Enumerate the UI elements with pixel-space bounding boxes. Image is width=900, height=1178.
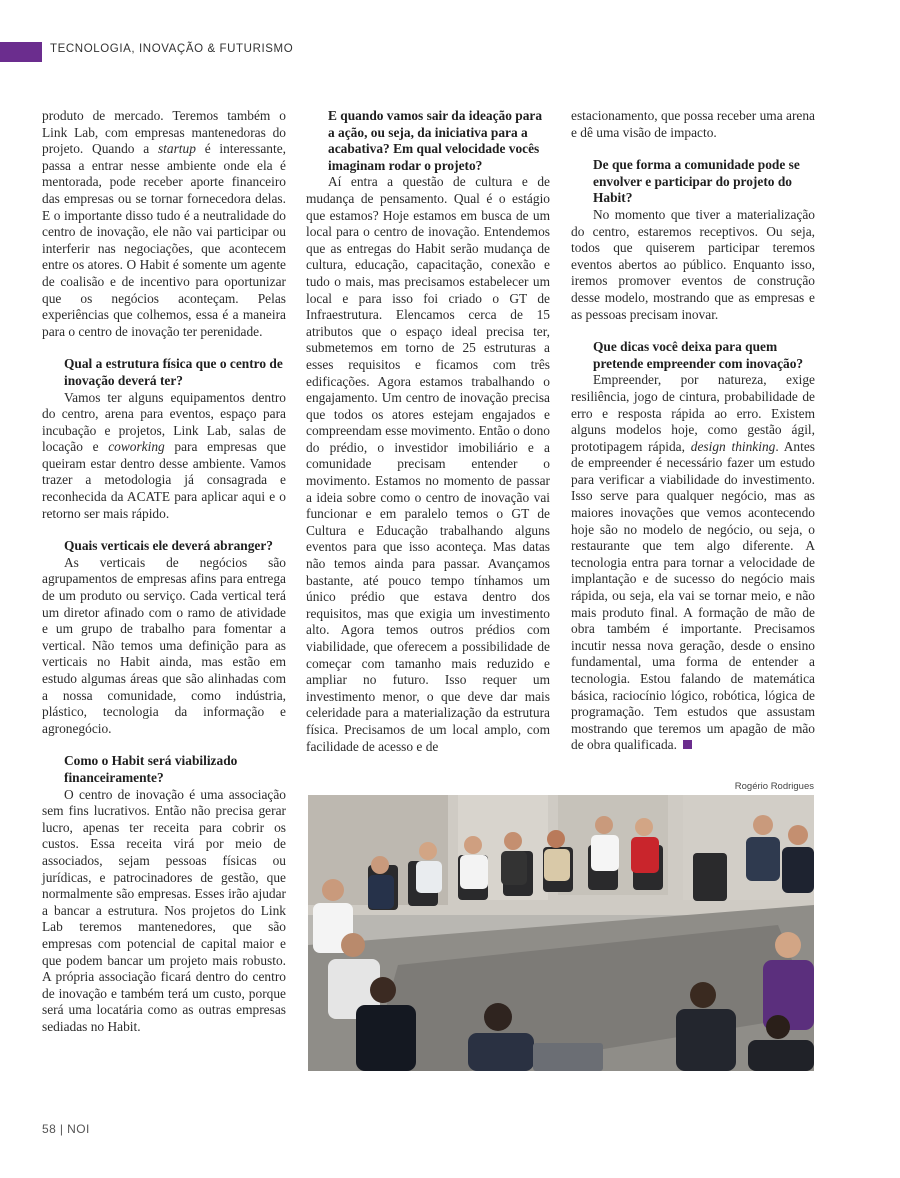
- section-color-bar: [0, 42, 42, 62]
- column-3: [571, 108, 815, 754]
- end-of-article-icon: [683, 740, 692, 749]
- answer-paragraph: Empreender, por natureza, exige resiliência, jogo de cintura, probabilidade de erro e resposta rápida ao erro. Existem alguns modelos hoje, como gestão ágil, prototipagem rápida, design thinking. Antes de empreender é necessário fazer um estudo para verificar a viabilidade do investimento. Isso serve para qualquer negócio, mas as maiores inovações que vemos acontecendo hoje são no modelo de negócio, ou seja, o restaurante que tem algo diferente. A tecnologia entra para tornar a velocidade de implantação e de sucesso do negócio mais rápida, ou seja, ela vai se tornar meio, e não mais produto final. A formação de mão de obra também é importante. Precisamos incutir nessa nova geração, desde o ensino fundamental, uma forma de entender a tecnologia. Estou falando de matemática básica, raciocínio lógico, robótica, lógica de programação. Tem estudos que assustam mostrando que teremos um apagão de mão de obra qualificada.: [571, 372, 815, 753]
- question-heading: Quais verticais ele deverá abranger?: [64, 538, 273, 554]
- question-heading: Qual a estrutura física que o centro de inovação deverá ter?: [64, 356, 283, 388]
- answer-paragraph: Vamos ter alguns equipamentos dentro do centro, arena para eventos, espaço para incubação e projetos, Link Lab, salas de locação e coworking para empresas que queiram estar dentro desse ambiente. Vamos trazer a metodologia já consagrada e reconhecida da ACATE para aplicar aqui e o retorno ser mais rápido.: [42, 389, 286, 521]
- column-1: [42, 108, 286, 1035]
- photo-credit: Rogério Rodrigues: [734, 781, 814, 792]
- section-label: TECNOLOGIA, INOVAÇÃO & FUTURISMO: [50, 43, 294, 55]
- answer-paragraph: As verticais de negócios são agrupamentos de empresas afins para entrega de um produto ou serviço. Cada vertical terá um diretor afinado com o ramo de atividade e um grupo de trabalho para fomentar a vertical. Não temos uma definição para as verticais no Habit ainda, mas estão em estudo algumas áreas que são alinhadas com a nossa comunidade, como indústria, plástico, tecnologia da informação e agronegócio.: [42, 554, 286, 736]
- page-folio: [42, 1122, 90, 1136]
- answer-paragraph: O centro de inovação é uma associação sem fins lucrativos. Então não precisa gerar lucro, apenas ter receita para cobrir os custos. Essa receita virá por meio de associados, sejam pessoas físicas ou jurídicas, e patrocinadores de gestão, que normalmente são empresas. Esses irão ajudar a bancar a estrutura. Nos projetos do Link Lab teremos mantenedores, que são empresas com potencial de capital maior e que podem bancar um projeto mais robusto. A própria associação ficará dentro do centro de inovação e também terá um custo, porque será uma locatária como as outras empresas sediadas no Habit.: [42, 786, 286, 1034]
- paragraph: estacionamento, que possa receber uma arena e dê uma visão de impacto.: [571, 108, 815, 140]
- magazine-name: NOI: [67, 1122, 90, 1136]
- answer-paragraph: No momento que tiver a materialização do centro, estaremos receptivos. Ou seja, todos que quiserem participar teremos eventos abertos ao público. Enquanto isso, iremos promover eventos de construção desse modelo, mostrando que as empresas e as pessoas precisam inovar.: [571, 206, 815, 322]
- meeting-photo: [308, 795, 814, 1071]
- question-heading: Como o Habit será viabilizado financeiramente?: [64, 753, 238, 785]
- page-number: 58: [42, 1122, 57, 1136]
- question-heading: E quando vamos sair da ideação para a ação, ou seja, da iniciativa para a acabativa? Em qual velocidade vocês imaginam rodar o projeto?: [328, 108, 543, 173]
- folio-separator: |: [59, 1122, 64, 1136]
- question-heading: De que forma a comunidade pode se envolver e participar do projeto do Habit?: [593, 157, 800, 206]
- paragraph: produto de mercado. Teremos também o Link Lab, com empresas mantenedoras do projeto. Quando a startup é interessante, passa a entrar nesse ambiente onde ela é mentorada, pode receber aporte financeiro das empresas ou se tornar fornecedora delas. E o importante disso tudo é a neutralidade do centro de inovação, ele não vai participar ou interferir nas negociações, que acontecem entre os atores. O Habit é somente um agente de coalisão e de incentivo para oportunizar que os negócios aconteçam. Pelas experiências que colhemos, essa é a maneira para o centro de inovação ter perenidade.: [42, 108, 286, 339]
- question-heading: Que dicas você deixa para quem pretende empreender com inovação?: [593, 339, 804, 371]
- answer-paragraph: Aí entra a questão de cultura e de mudança de pensamento. Qual é o estágio que estamos? Hoje estamos em busca de um local para o centro de inovação. Entendemos que as entregas do Habit serão mudança de cultura, educação, capacitação, conexão e tudo o mais, mas precisamos estabelecer um local e para isso foi criado o GT de Infraestrutura. Elencamos cerca de 15 atributos que o espaço ideal precisa ter, submetemos em torno de 25 estruturas a esses requisitos e ficamos com três edificações. Agora estamos trabalhando o engajamento. Um centro de inovação precisa que todos os atores estejam engajados e compreendam esse movimento. Então o dono do prédio, o investidor imobiliário e a comunidade precisam entender o movimento. Estamos no momento de passar a ideia sobre como o centro de inovação vai funcionar e em paralelo temos o GT de Cultura e Educação trabalhando alguns eventos para que isso aconteça. Mas datas não temos ainda para passar. Avançamos bastante, até pouco tempo tínhamos um único prédio que estava dentro dos requisitos, mas que exigia um investimento alto. Agora temos outros prédios com viabilidade, que oferecem a possibilidade de começar com tamanho mais reduzido e ampliar no futuro. Isso requer um investimento menor, o que deve dar mais celeridade para a materialização da estrutura física. Precisamos de um local amplo, com facilidade de acesso e de: [306, 174, 550, 754]
- column-2: [306, 108, 550, 755]
